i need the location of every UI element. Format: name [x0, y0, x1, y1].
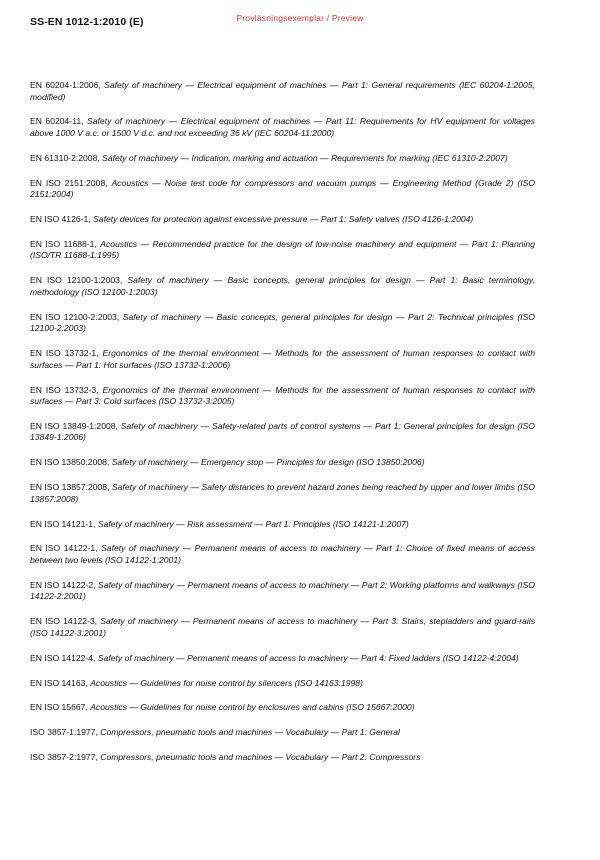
reference-title: Acoustics — Recommended practice for the design of low-noise machinery and equipment — Part 1: Planning (ISO/TR 11688-1:1995) — [30, 238, 535, 261]
reference-title: Ergonomics of the thermal environment — Methods for the assessment of human responses to contact with surfaces — Part 3: Cold surfaces (ISO 13732-3:2005) — [30, 384, 535, 407]
reference-code: EN ISO 13850:2008, — [30, 457, 112, 468]
reference-title: Ergonomics of the thermal environment — Methods for the assessment of human responses to contact with surfaces — Part 1: Hot surfaces (ISO 13732-1:2006) — [30, 348, 535, 370]
reference-code: ISO 3857-1:1977, — [30, 727, 101, 738]
reference-code: EN ISO 14121-1, — [30, 518, 98, 529]
reference-code: EN ISO 14122-4, — [30, 652, 98, 663]
reference-code: EN ISO 13732-1, — [30, 348, 103, 359]
reference-code: EN 60204-11, — [30, 116, 88, 127]
reference-code: EN ISO 4126-1, — [30, 214, 94, 225]
reference-title: Safety of machinery — Safety-related parts of control systems — Part 1: General principles for design (ISO 13849-1:2006) — [30, 420, 535, 443]
reference-item — [30, 727, 535, 739]
reference-title: Safety of machinery — Indication, marking and actuation — Requirements for marking (IEC 61310-2:2007) — [102, 152, 508, 163]
reference-title: Acoustics — Guidelines for noise control by silencers (ISO 14163:1998) — [90, 677, 363, 688]
reference-code: EN ISO 15667, — [30, 702, 91, 713]
reference-item — [30, 153, 535, 165]
reference-item — [30, 678, 535, 690]
reference-item — [30, 616, 535, 639]
reference-item — [30, 482, 535, 505]
reference-title: Compressors, pneumatic tools and machines — Vocabulary — Part 2: Compressors — [100, 752, 421, 763]
reference-item — [30, 543, 535, 566]
reference-code: ISO 3857-2:1977, — [30, 752, 101, 763]
reference-code: EN ISO 12100-2:2003, — [30, 311, 123, 322]
reference-title: Safety of machinery — Permanent means of access to machinery — Part 4: Fixed ladders (ISO 14122-4:2004) — [97, 652, 519, 663]
reference-code: EN 60204-1:2006, — [30, 80, 105, 90]
reference-title: Safety of machinery — Basic concepts, general principles for design — Part 1: Basic terminology, methodology (ISO 12100-1:2003) — [30, 275, 535, 297]
reference-item — [30, 348, 535, 371]
reference-item — [30, 653, 535, 665]
reference-title: Safety of machinery — Basic concepts, general principles for design — Part 2: Technical principles (ISO 12100-2:2003) — [30, 311, 535, 334]
reference-item — [30, 702, 535, 714]
reference-code: EN ISO 14122-1, — [30, 543, 102, 554]
reference-item — [30, 312, 535, 335]
reference-title: Safety of machinery — Risk assessment — Part 1: Principles (ISO 14121-1:2007) — [97, 518, 409, 529]
reference-title: Acoustics — Guidelines for noise control by enclosures and cabins (ISO 15667:2000) — [90, 702, 415, 713]
reference-code: EN ISO 2151:2008, — [30, 177, 112, 188]
reference-item — [30, 421, 535, 444]
reference-item — [30, 239, 535, 262]
reference-title: Safety devices for protection against excessive pressure — Part 1: Safety valves (ISO 4126-1:2004) — [93, 214, 474, 225]
reference-title: Acoustics — Noise test code for compressors and vacuum pumps — Engineering Method (Grade 2) (ISO 2151:2004) — [30, 177, 535, 200]
reference-item — [30, 457, 535, 469]
reference-code: EN ISO 12100-1:2003, — [30, 275, 128, 286]
reference-title: Compressors, pneumatic tools and machines — Vocabulary — Part 1: General — [100, 727, 400, 738]
normative-references-list — [30, 80, 535, 777]
reference-title: Safety of machinery — Permanent means of access to machinery — Part 2: Working platforms and walkways (ISO 14122-2:2001) — [30, 579, 535, 602]
reference-item — [30, 519, 535, 531]
reference-title: Safety of machinery — Permanent means of access to machinery — Part 1: Choice of fixed means of access between two levels (ISO 14122-1:2001) — [30, 543, 535, 565]
reference-code: EN ISO 14163, — [30, 677, 91, 688]
reference-title: Safety of machinery — Electrical equipment of machines — Part 1: General requirements (IEC 60204-1:2005, modified) — [30, 80, 536, 102]
reference-code: EN ISO 13857:2008, — [30, 482, 112, 493]
reference-item — [30, 580, 535, 603]
reference-item — [30, 214, 535, 226]
reference-code: EN 61310-2:2008, — [30, 152, 103, 163]
reference-item — [30, 178, 535, 201]
reference-code: EN ISO 11688-1, — [30, 238, 101, 249]
reference-title: Safety of machinery — Permanent means of access to machinery — Part 3: Stairs, stepladders and guard-rails (ISO 14122-3:2001) — [30, 616, 535, 638]
reference-item — [30, 385, 535, 408]
reference-code: EN ISO 13849-1:2008, — [30, 420, 121, 431]
reference-title: Safety of machinery — Safety distances to prevent hazard zones being reached by upper and lower limbs (ISO 13857:2008) — [30, 482, 535, 504]
reference-code: EN ISO 14122-2, — [30, 579, 98, 590]
reference-item — [30, 275, 535, 298]
reference-title: Safety of machinery — Electrical equipment of machines — Part 11: Requirements for HV equipment for voltages above 1000 V a.c. or 1500 V d.c. and not exceeding 36 kV (IEC 60204-11:2000) — [30, 116, 535, 138]
reference-item — [30, 116, 535, 139]
reference-code: EN ISO 14122-3, — [30, 616, 101, 627]
reference-title: Safety of machinery — Emergency stop — Principles for design (ISO 13850:2006) — [111, 457, 425, 468]
reference-item — [30, 752, 535, 764]
reference-code: EN ISO 13732-3, — [30, 384, 103, 395]
preview-watermark: Provläsningsexemplar / Preview — [236, 13, 364, 23]
document-header-id: SS-EN 1012-1:2010 (E) — [30, 16, 144, 28]
reference-item — [30, 80, 535, 103]
